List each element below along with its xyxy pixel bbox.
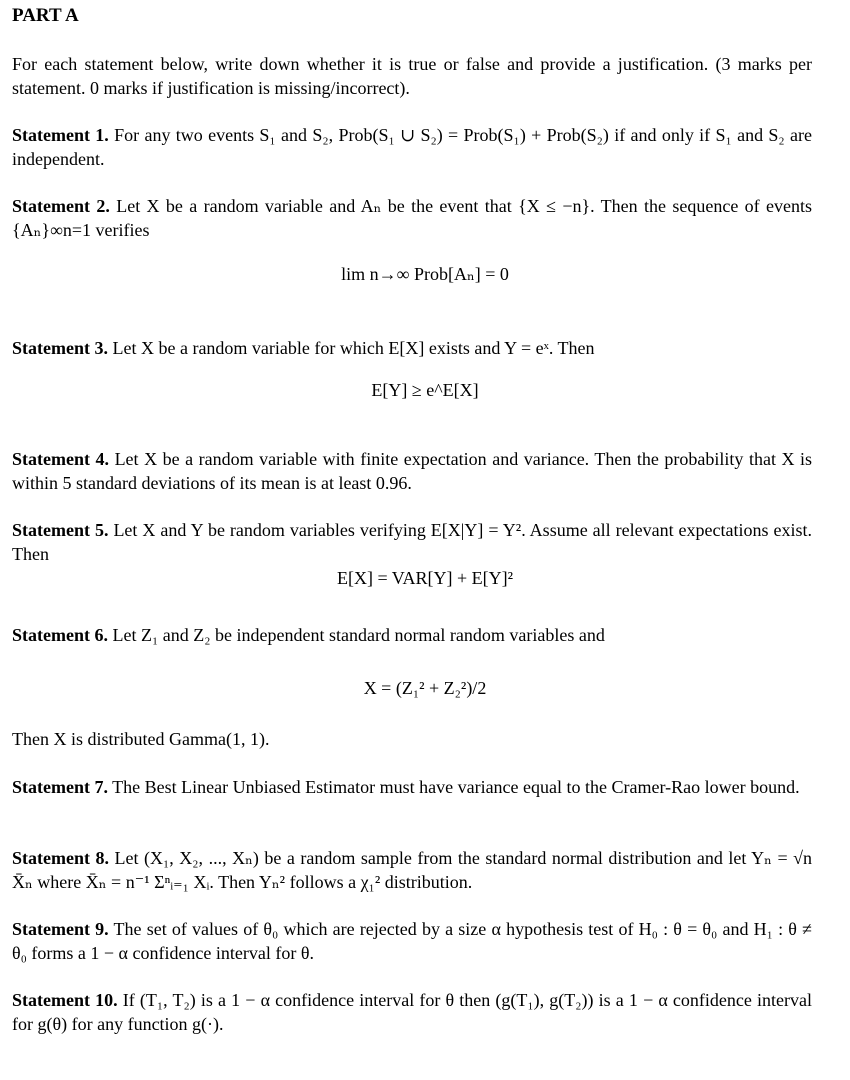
statement-text: The set of values of θ₀ which are rejected by a size α hypothesis test of H₀ : θ = θ₀ and H₁ : θ ≠ θ₀ forms a 1 − α confidence interval for θ. [12, 919, 812, 963]
statement-label: Statement 4. [12, 449, 110, 469]
equation-limit: lim n→∞ Prob[Aₙ] = 0 [341, 264, 509, 284]
statement-3 [12, 336, 812, 360]
statement-4 [12, 447, 812, 495]
statement-label: Statement 1. [12, 125, 109, 145]
statement-label: Statement 7. [12, 777, 108, 797]
statement-8 [12, 846, 812, 894]
statement-9 [12, 917, 812, 965]
statement-5 [12, 518, 812, 566]
statement-label: Statement 3. [12, 338, 108, 358]
statement-text: Let X and Y be random variables verifying E[X|Y] = Y². Assume all relevant expectations exist. Then [12, 520, 812, 564]
statement-7 [12, 775, 812, 799]
statement-text: Let (X₁, X₂, ..., Xₙ) be a random sample from the standard normal distribution and let Yₙ = √n X̄ₙ where X̄ₙ = n⁻¹ Σⁿᵢ₌₁ Xᵢ. Then Yₙ² follows a χ₁² distribution. [12, 848, 813, 892]
statement-text: Let X be a random variable with finite expectation and variance. Then the probability that X is within 5 standard deviations of its mean is at least 0.96. [12, 449, 813, 493]
statement-1 [12, 123, 812, 171]
statement-10 [12, 988, 812, 1036]
equation-jensen: E[Y] ≥ e^E[X] [371, 380, 479, 400]
statement-label: Statement 8. [12, 848, 109, 868]
statement-2 [12, 194, 812, 242]
statement-label: Statement 6. [12, 625, 108, 645]
statement-label: Statement 5. [12, 520, 109, 540]
statement-text: If (T₁, T₂) is a 1 − α confidence interval for θ then (g(T₁), g(T₂)) is a 1 − α confidence interval for g(θ) for any function g(·). [12, 990, 812, 1034]
statement-text: For any two events S₁ and S₂, Prob(S₁ ∪ S₂) = Prob(S₁) + Prob(S₂) if and only if S₁ and S₂ are independent. [12, 125, 812, 169]
equation-chi-square-sum: X = (Z₁² + Z₂²)/2 [363, 678, 487, 698]
statement-text: Let X be a random variable for which E[X] exists and Y = eˣ. Then [112, 338, 595, 358]
statement-text: The Best Linear Unbiased Estimator must have variance equal to the Cramer-Rao lower bound. [112, 777, 800, 797]
instructions: For each statement below, write down whether it is true or false and provide a justification. (3 marks per statement. 0 marks if justification is missing/incorrect). [12, 54, 812, 98]
statement-label: Statement 2. [12, 196, 110, 216]
statement-text: Let X be a random variable and Aₙ be the event that {X ≤ −n}. Then the sequence of events {Aₙ}∞n=1 verifies [12, 196, 813, 240]
statement-text: Let Z₁ and Z₂ be independent standard normal random variables and [112, 625, 605, 645]
statement-label: Statement 10. [12, 990, 118, 1010]
statement-6 [12, 623, 812, 647]
statement-label: Statement 9. [12, 919, 109, 939]
statement-6-conclusion: Then X is distributed Gamma(1, 1). [12, 729, 270, 749]
equation-iterated-expectation: E[X] = VAR[Y] + E[Y]² [336, 568, 513, 588]
part-heading: PART A [12, 5, 79, 26]
